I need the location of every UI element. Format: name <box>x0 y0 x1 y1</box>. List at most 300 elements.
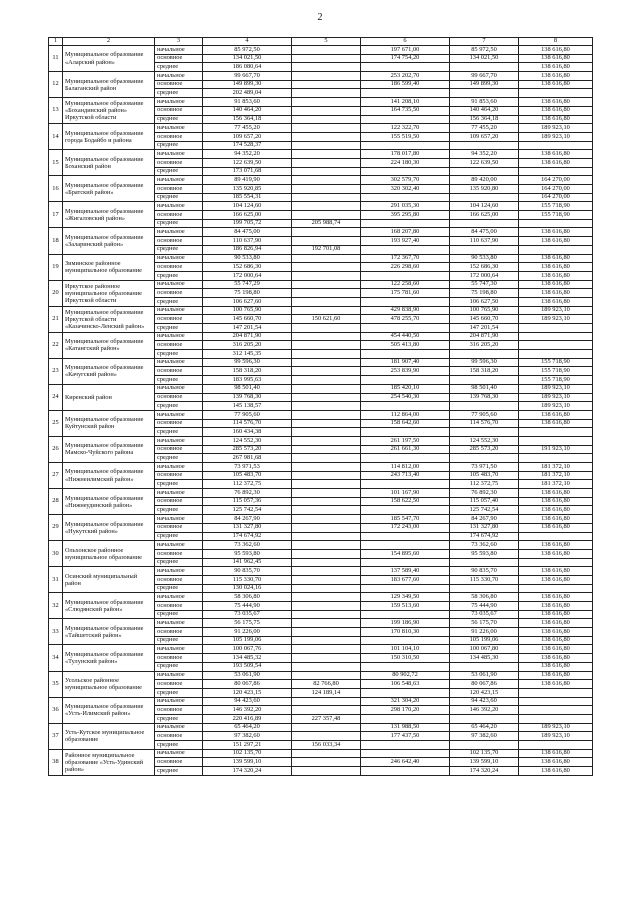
value-cell-4: 130 024,16 <box>203 584 292 593</box>
value-cell-7: 65 464,20 <box>450 723 519 732</box>
entity-name: Усть-Кутское муниципальное образование <box>63 723 155 749</box>
entity-name: Киренский район <box>63 384 155 410</box>
value-cell-4: 94 352,20 <box>203 150 292 159</box>
value-cell-7 <box>450 167 519 176</box>
education-level: основное <box>155 367 203 376</box>
row-number: 22 <box>49 332 63 358</box>
value-cell-7 <box>450 714 519 723</box>
value-cell-5 <box>292 324 361 333</box>
value-cell-7: 172 000,64 <box>450 271 519 280</box>
education-level: среднее <box>155 454 203 463</box>
education-level: среднее <box>155 688 203 697</box>
value-cell-4: 134 485,32 <box>203 654 292 663</box>
value-cell-8 <box>519 324 593 333</box>
header-cell: 1 <box>49 38 63 46</box>
value-cell-5 <box>292 697 361 706</box>
value-cell-8: 138 616,80 <box>519 567 593 576</box>
value-cell-6: 454 440,50 <box>361 332 450 341</box>
table-row <box>49 228 593 237</box>
value-cell-4: 73 362,60 <box>203 541 292 550</box>
value-cell-8: 138 616,80 <box>519 541 593 550</box>
value-cell-6: 131 988,50 <box>361 723 450 732</box>
value-cell-6 <box>361 662 450 671</box>
education-level: среднее <box>155 584 203 593</box>
education-level: среднее <box>155 376 203 385</box>
value-cell-8: 138 616,80 <box>519 106 593 115</box>
value-cell-4: 174 674,92 <box>203 532 292 541</box>
value-cell-7: 316 205,20 <box>450 341 519 350</box>
value-cell-4: 94 423,60 <box>203 697 292 706</box>
value-cell-8: 138 616,80 <box>519 515 593 524</box>
value-cell-7: 73 362,60 <box>450 541 519 550</box>
table-row <box>49 645 593 654</box>
value-cell-5 <box>292 124 361 133</box>
value-cell-5 <box>292 749 361 758</box>
header-cell: 8 <box>519 38 593 46</box>
value-cell-6: 178 017,80 <box>361 150 450 159</box>
education-level: основное <box>155 106 203 115</box>
education-level: среднее <box>155 245 203 254</box>
value-cell-8: 138 616,80 <box>519 602 593 611</box>
value-cell-8 <box>519 558 593 567</box>
value-cell-7: 115 330,70 <box>450 575 519 584</box>
table-row <box>49 489 593 498</box>
value-cell-8 <box>519 436 593 445</box>
value-cell-6 <box>361 454 450 463</box>
row-number: 13 <box>49 98 63 124</box>
row-number: 19 <box>49 254 63 280</box>
row-number: 24 <box>49 384 63 410</box>
table-row <box>49 436 593 445</box>
value-cell-7: 106 627,50 <box>450 297 519 306</box>
education-level: основное <box>155 211 203 220</box>
value-cell-5 <box>292 228 361 237</box>
education-level: основное <box>155 237 203 246</box>
value-cell-8 <box>519 341 593 350</box>
row-number: 28 <box>49 489 63 515</box>
value-cell-4: 267 981,68 <box>203 454 292 463</box>
value-cell-4: 114 576,70 <box>203 419 292 428</box>
value-cell-6 <box>361 193 450 202</box>
entity-name: Муниципальное образование «Нукутский район» <box>63 515 155 541</box>
value-cell-5: 156 033,34 <box>292 741 361 750</box>
value-cell-6 <box>361 688 450 697</box>
value-cell-4: 160 434,38 <box>203 428 292 437</box>
value-cell-4: 122 639,50 <box>203 158 292 167</box>
education-level: начальное <box>155 410 203 419</box>
value-cell-5 <box>292 480 361 489</box>
value-cell-5 <box>292 593 361 602</box>
value-cell-5 <box>292 350 361 359</box>
value-cell-8: 138 616,80 <box>519 497 593 506</box>
value-cell-8: 138 616,80 <box>519 575 593 584</box>
value-cell-6 <box>361 584 450 593</box>
value-cell-7: 76 892,30 <box>450 489 519 498</box>
value-cell-7: 84 267,90 <box>450 515 519 524</box>
table-row <box>49 384 593 393</box>
value-cell-6: 478 255,70 <box>361 315 450 324</box>
value-cell-5: 150 621,60 <box>292 315 361 324</box>
value-cell-6: 505 413,80 <box>361 341 450 350</box>
value-cell-4: 75 444,90 <box>203 602 292 611</box>
value-cell-8: 189 923,10 <box>519 723 593 732</box>
value-cell-7 <box>450 141 519 150</box>
value-cell-4: 77 455,20 <box>203 124 292 133</box>
value-cell-7: 122 639,50 <box>450 158 519 167</box>
value-cell-7: 174 674,92 <box>450 532 519 541</box>
entity-name: Зиминское районное муниципальное образование <box>63 254 155 280</box>
entity-name: Муниципальное образование Боханский район <box>63 150 155 176</box>
table-row <box>49 176 593 185</box>
value-cell-4: 55 747,29 <box>203 280 292 289</box>
page-number: 2 <box>317 12 323 23</box>
value-cell-7: 90 533,80 <box>450 254 519 263</box>
value-cell-4: 90 835,70 <box>203 567 292 576</box>
value-cell-4: 65 464,20 <box>203 723 292 732</box>
value-cell-7: 73 971,50 <box>450 463 519 472</box>
value-cell-8: 189 923,10 <box>519 132 593 141</box>
value-cell-7 <box>450 454 519 463</box>
value-cell-6: 172 243,00 <box>361 523 450 532</box>
value-cell-6: 261 197,50 <box>361 436 450 445</box>
education-level: среднее <box>155 480 203 489</box>
education-level: начальное <box>155 645 203 654</box>
entity-name: Муниципальное образование «Жигаловский район» <box>63 202 155 228</box>
value-cell-5 <box>292 454 361 463</box>
value-cell-6 <box>361 271 450 280</box>
value-cell-5 <box>292 419 361 428</box>
table-row <box>49 619 593 628</box>
entity-name: Муниципальное образование Иркутской области «Казачинско-Ленский район» <box>63 306 155 332</box>
value-cell-7: 120 423,15 <box>450 688 519 697</box>
value-cell-6 <box>361 63 450 72</box>
value-cell-5 <box>292 176 361 185</box>
value-cell-8 <box>519 697 593 706</box>
value-cell-7: 131 327,80 <box>450 523 519 532</box>
value-cell-6: 253 202,70 <box>361 72 450 81</box>
table-row <box>49 280 593 289</box>
value-cell-4: 91 853,60 <box>203 98 292 107</box>
table-row <box>49 150 593 159</box>
education-level: среднее <box>155 636 203 645</box>
value-cell-7: 100 765,90 <box>450 306 519 315</box>
value-cell-7: 89 420,00 <box>450 176 519 185</box>
value-cell-8: 138 616,80 <box>519 254 593 263</box>
value-cell-6: 101 167,90 <box>361 489 450 498</box>
value-cell-6 <box>361 297 450 306</box>
row-number: 18 <box>49 228 63 254</box>
value-cell-5 <box>292 106 361 115</box>
value-cell-4: 135 920,85 <box>203 185 292 194</box>
education-level: среднее <box>155 506 203 515</box>
education-level: основное <box>155 471 203 480</box>
education-level: начальное <box>155 619 203 628</box>
row-number: 36 <box>49 697 63 723</box>
value-cell-5 <box>292 671 361 680</box>
value-cell-4: 115 330,70 <box>203 575 292 584</box>
value-cell-6: 159 513,60 <box>361 602 450 611</box>
value-cell-8: 138 616,80 <box>519 680 593 689</box>
value-cell-4: 106 627,60 <box>203 297 292 306</box>
value-cell-6 <box>361 402 450 411</box>
education-level: среднее <box>155 115 203 124</box>
entity-name: Ольхонское районное муниципальное образование <box>63 541 155 567</box>
header-cell: 6 <box>361 38 450 46</box>
value-cell-4: 99 667,70 <box>203 72 292 81</box>
value-cell-8: 155 718,90 <box>519 376 593 385</box>
value-cell-5 <box>292 767 361 776</box>
education-level: среднее <box>155 558 203 567</box>
value-cell-6: 429 838,90 <box>361 306 450 315</box>
row-number: 15 <box>49 150 63 176</box>
row-number: 29 <box>49 515 63 541</box>
value-cell-8: 189 923,10 <box>519 384 593 393</box>
value-cell-6 <box>361 350 450 359</box>
value-cell-8 <box>519 688 593 697</box>
education-level: начальное <box>155 202 203 211</box>
value-cell-4: 172 000,64 <box>203 271 292 280</box>
value-cell-8: 138 616,80 <box>519 228 593 237</box>
education-level: начальное <box>155 541 203 550</box>
education-level: начальное <box>155 254 203 263</box>
value-cell-8: 138 616,80 <box>519 46 593 55</box>
value-cell-6: 158 642,60 <box>361 419 450 428</box>
table-row <box>49 541 593 550</box>
value-cell-7: 75 444,90 <box>450 602 519 611</box>
row-number: 38 <box>49 749 63 775</box>
value-cell-8: 138 616,80 <box>519 767 593 776</box>
value-cell-8: 138 616,80 <box>519 80 593 89</box>
data-table <box>48 37 593 776</box>
value-cell-4: 98 501,40 <box>203 384 292 393</box>
education-level: основное <box>155 419 203 428</box>
value-cell-7: 75 198,80 <box>450 289 519 298</box>
value-cell-4: 204 871,90 <box>203 332 292 341</box>
value-cell-7: 91 226,00 <box>450 628 519 637</box>
value-cell-5 <box>292 619 361 628</box>
value-cell-4: 186 826,94 <box>203 245 292 254</box>
value-cell-4: 145 138,57 <box>203 402 292 411</box>
education-level: основное <box>155 132 203 141</box>
education-level: начальное <box>155 98 203 107</box>
value-cell-8: 155 718,90 <box>519 358 593 367</box>
education-level: основное <box>155 445 203 454</box>
value-cell-4: 120 423,15 <box>203 688 292 697</box>
row-number: 34 <box>49 645 63 671</box>
education-level: основное <box>155 393 203 402</box>
value-cell-8: 138 616,80 <box>519 115 593 124</box>
value-cell-5 <box>292 445 361 454</box>
value-cell-5 <box>292 523 361 532</box>
value-cell-4: 134 021,50 <box>203 54 292 63</box>
value-cell-7: 97 382,60 <box>450 732 519 741</box>
value-cell-8: 138 616,80 <box>519 410 593 419</box>
value-cell-5 <box>292 297 361 306</box>
value-cell-4: 152 686,30 <box>203 263 292 272</box>
value-cell-8 <box>519 89 593 98</box>
value-cell-8: 138 616,80 <box>519 289 593 298</box>
value-cell-7: 99 596,30 <box>450 358 519 367</box>
value-cell-5 <box>292 723 361 732</box>
value-cell-5: 227 357,48 <box>292 714 361 723</box>
education-level: начальное <box>155 697 203 706</box>
value-cell-4: 84 267,90 <box>203 515 292 524</box>
value-cell-5 <box>292 384 361 393</box>
value-cell-4: 166 625,00 <box>203 211 292 220</box>
row-number: 31 <box>49 567 63 593</box>
value-cell-4: 131 327,80 <box>203 523 292 532</box>
table-row <box>49 593 593 602</box>
value-cell-4: 185 554,31 <box>203 193 292 202</box>
value-cell-8: 189 923,10 <box>519 124 593 133</box>
value-cell-8 <box>519 350 593 359</box>
value-cell-7 <box>450 558 519 567</box>
value-cell-7: 152 686,30 <box>450 263 519 272</box>
value-cell-6 <box>361 141 450 150</box>
value-cell-7 <box>450 89 519 98</box>
education-level: начальное <box>155 593 203 602</box>
value-cell-5 <box>292 150 361 159</box>
value-cell-7: 94 352,20 <box>450 150 519 159</box>
value-cell-6: 154 895,60 <box>361 549 450 558</box>
value-cell-4: 102 135,70 <box>203 749 292 758</box>
value-cell-7 <box>450 428 519 437</box>
value-cell-6: 395 295,80 <box>361 211 450 220</box>
value-cell-4: 97 382,60 <box>203 732 292 741</box>
value-cell-8: 138 616,80 <box>519 150 593 159</box>
table-row <box>49 202 593 211</box>
education-level: основное <box>155 680 203 689</box>
entity-name: Усольское районное муниципальное образование <box>63 671 155 697</box>
value-cell-5 <box>292 115 361 124</box>
value-cell-8: 138 616,80 <box>519 645 593 654</box>
value-cell-5 <box>292 393 361 402</box>
value-cell-8 <box>519 454 593 463</box>
value-cell-6: 158 622,50 <box>361 497 450 506</box>
value-cell-8: 138 616,80 <box>519 263 593 272</box>
education-level: среднее <box>155 141 203 150</box>
value-cell-8: 138 616,80 <box>519 271 593 280</box>
education-level: начальное <box>155 749 203 758</box>
value-cell-4: 156 364,18 <box>203 115 292 124</box>
value-cell-7: 147 201,54 <box>450 324 519 333</box>
value-cell-5 <box>292 436 361 445</box>
value-cell-4: 80 067,86 <box>203 680 292 689</box>
education-level: начальное <box>155 671 203 680</box>
value-cell-6: 253 839,90 <box>361 367 450 376</box>
header-cell: 5 <box>292 38 361 46</box>
value-cell-7: 145 660,70 <box>450 315 519 324</box>
value-cell-5 <box>292 185 361 194</box>
education-level: начальное <box>155 384 203 393</box>
value-cell-6: 246 642,40 <box>361 758 450 767</box>
value-cell-5 <box>292 263 361 272</box>
value-cell-6: 321 304,20 <box>361 697 450 706</box>
value-cell-8: 138 616,80 <box>519 758 593 767</box>
row-number: 14 <box>49 124 63 150</box>
entity-name: Муниципальное образование «Братский район» <box>63 176 155 202</box>
value-cell-6: 172 367,70 <box>361 254 450 263</box>
value-cell-5 <box>292 428 361 437</box>
value-cell-4: 75 198,80 <box>203 289 292 298</box>
header-cell: 7 <box>450 38 519 46</box>
value-cell-8: 155 718,90 <box>519 367 593 376</box>
value-cell-7: 99 667,70 <box>450 72 519 81</box>
value-cell-6 <box>361 749 450 758</box>
value-cell-4: 105 483,70 <box>203 471 292 480</box>
value-cell-6: 106 548,63 <box>361 680 450 689</box>
entity-name: Муниципальное образование «Аларский район» <box>63 46 155 72</box>
value-cell-8 <box>519 332 593 341</box>
value-cell-6: 291 035,30 <box>361 202 450 211</box>
value-cell-7: 100 067,80 <box>450 645 519 654</box>
value-cell-6: 101 104,10 <box>361 645 450 654</box>
education-level: основное <box>155 654 203 663</box>
value-cell-7: 56 175,70 <box>450 619 519 628</box>
value-cell-4: 220 416,89 <box>203 714 292 723</box>
education-level: основное <box>155 80 203 89</box>
value-cell-6: 243 713,40 <box>361 471 450 480</box>
value-cell-4: 316 205,20 <box>203 341 292 350</box>
value-cell-7: 139 768,30 <box>450 393 519 402</box>
value-cell-6 <box>361 558 450 567</box>
value-cell-6: 137 589,40 <box>361 567 450 576</box>
value-cell-7: 94 423,60 <box>450 697 519 706</box>
entity-name: Муниципальное образование «Качугский район» <box>63 358 155 384</box>
value-cell-4: 183 995,63 <box>203 376 292 385</box>
row-number: 11 <box>49 46 63 72</box>
value-cell-6 <box>361 541 450 550</box>
value-cell-8 <box>519 219 593 228</box>
value-cell-7: 134 485,30 <box>450 654 519 663</box>
value-cell-8: 138 616,80 <box>519 54 593 63</box>
value-cell-8: 138 616,80 <box>519 72 593 81</box>
value-cell-4: 158 318,20 <box>203 367 292 376</box>
education-level: начальное <box>155 463 203 472</box>
table-body <box>49 38 593 776</box>
value-cell-8 <box>519 706 593 715</box>
value-cell-6: 185 420,10 <box>361 384 450 393</box>
value-cell-4: 199 705,72 <box>203 219 292 228</box>
education-level: основное <box>155 185 203 194</box>
value-cell-8 <box>519 584 593 593</box>
value-cell-8: 138 616,80 <box>519 98 593 107</box>
value-cell-7: 77 455,20 <box>450 124 519 133</box>
value-cell-5 <box>292 80 361 89</box>
education-level: среднее <box>155 193 203 202</box>
value-cell-7: 134 021,50 <box>450 54 519 63</box>
value-cell-4: 145 660,70 <box>203 315 292 324</box>
value-cell-6: 183 677,60 <box>361 575 450 584</box>
value-cell-8: 138 616,80 <box>519 280 593 289</box>
value-cell-8 <box>519 141 593 150</box>
value-cell-5 <box>292 141 361 150</box>
entity-name: Муниципальное образование «Слюдянский район» <box>63 593 155 619</box>
value-cell-8: 189 923,10 <box>519 306 593 315</box>
value-cell-6: 181 907,40 <box>361 358 450 367</box>
value-cell-4: 139 768,30 <box>203 393 292 402</box>
value-cell-5 <box>292 532 361 541</box>
value-cell-5: 82 766,80 <box>292 680 361 689</box>
value-cell-5 <box>292 610 361 619</box>
education-level: начальное <box>155 515 203 524</box>
value-cell-7: 84 475,00 <box>450 228 519 237</box>
value-cell-4: 77 905,60 <box>203 410 292 419</box>
value-cell-7: 110 637,90 <box>450 237 519 246</box>
value-cell-4: 91 226,00 <box>203 628 292 637</box>
value-cell-5 <box>292 289 361 298</box>
value-cell-4: 100 765,90 <box>203 306 292 315</box>
